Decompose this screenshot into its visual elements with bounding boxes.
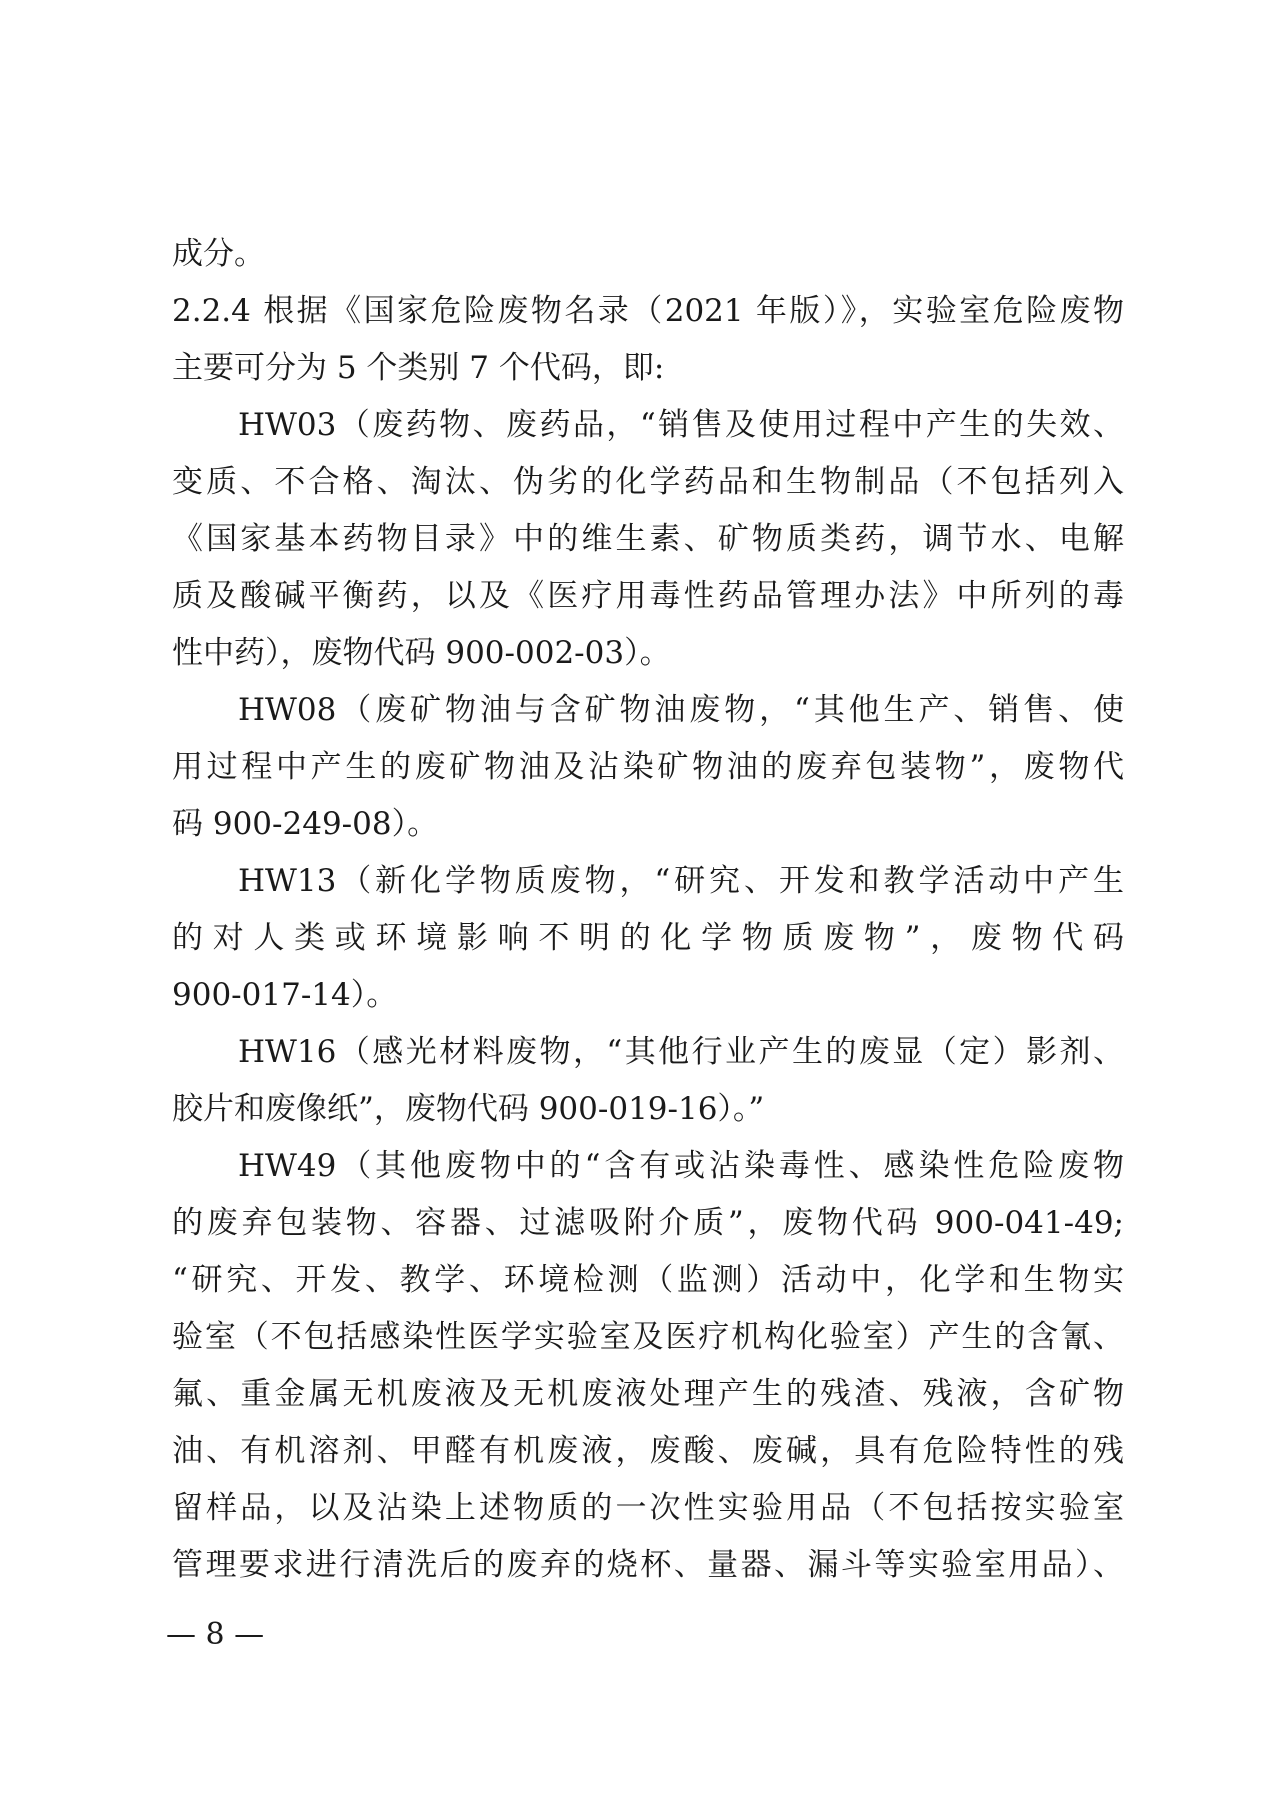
text-line: 码 900-249-08）。 <box>172 806 439 842</box>
text-line: 用过程中产生的废矿物油及沾染矿物油的废弃包装物”，废物代 <box>172 749 1124 785</box>
text-line: 主要可分为 5 个类别 7 个代码，即: <box>172 350 665 386</box>
text-line: 油、有机溶剂、甲醛有机废液，废酸、废碱，具有危险特性的残 <box>172 1433 1124 1469</box>
text-line: 的对人类或环境影响不明的化学物质废物”，废物代码 <box>172 920 1124 956</box>
page-number: — 8 — <box>166 1617 265 1652</box>
hw49-paragraph-start: HW49（其他废物中的“含有或沾染毒性、感染性危险废物 <box>238 1148 1124 1184</box>
text-line: 留样品，以及沾染上述物质的一次性实验用品（不包括按实验室 <box>172 1490 1124 1526</box>
text-line: “研究、开发、教学、环境检测（监测）活动中，化学和生物实 <box>172 1262 1124 1298</box>
text-line: 管理要求进行清洗后的废弃的烧杯、量器、漏斗等实验室用品）、 <box>172 1547 1124 1583</box>
hw03-paragraph-start: HW03（废药物、废药品，“销售及使用过程中产生的失效、 <box>238 407 1124 443</box>
text-line: 900-017-14）。 <box>172 977 398 1013</box>
text-line: 变质、不合格、淘汰、伪劣的化学药品和生物制品（不包括列入 <box>172 464 1124 500</box>
text-line: 氟、重金属无机废液及无机废液处理产生的残渣、残液，含矿物 <box>172 1376 1124 1412</box>
text-line: 胶片和废像纸”，废物代码 900-019-16）。” <box>172 1091 765 1127</box>
text-line: 《国家基本药物目录》中的维生素、矿物质类药，调节水、电解 <box>172 521 1124 557</box>
text-line: 验室（不包括感染性医学实验室及医疗机构化验室）产生的含氰、 <box>172 1319 1124 1355</box>
text-line: 成分。 <box>172 236 265 272</box>
hw08-paragraph-start: HW08（废矿物油与含矿物油废物，“其他生产、销售、使 <box>238 692 1124 728</box>
hw13-paragraph-start: HW13（新化学物质废物，“研究、开发和教学活动中产生 <box>238 863 1124 899</box>
document-body <box>172 226 1124 1594</box>
text-line: 质及酸碱平衡药，以及《医疗用毒性药品管理办法》中所列的毒 <box>172 578 1124 614</box>
section-heading-line: 2.2.4 根据《国家危险废物名录（2021 年版）》，实验室危险废物 <box>172 293 1124 329</box>
text-line: 性中药），废物代码 900-002-03）。 <box>172 635 671 671</box>
hw16-paragraph-start: HW16（感光材料废物，“其他行业产生的废显（定）影剂、 <box>238 1034 1124 1070</box>
text-line: 的废弃包装物、容器、过滤吸附介质”，废物代码 900-041-49; <box>172 1205 1124 1241</box>
